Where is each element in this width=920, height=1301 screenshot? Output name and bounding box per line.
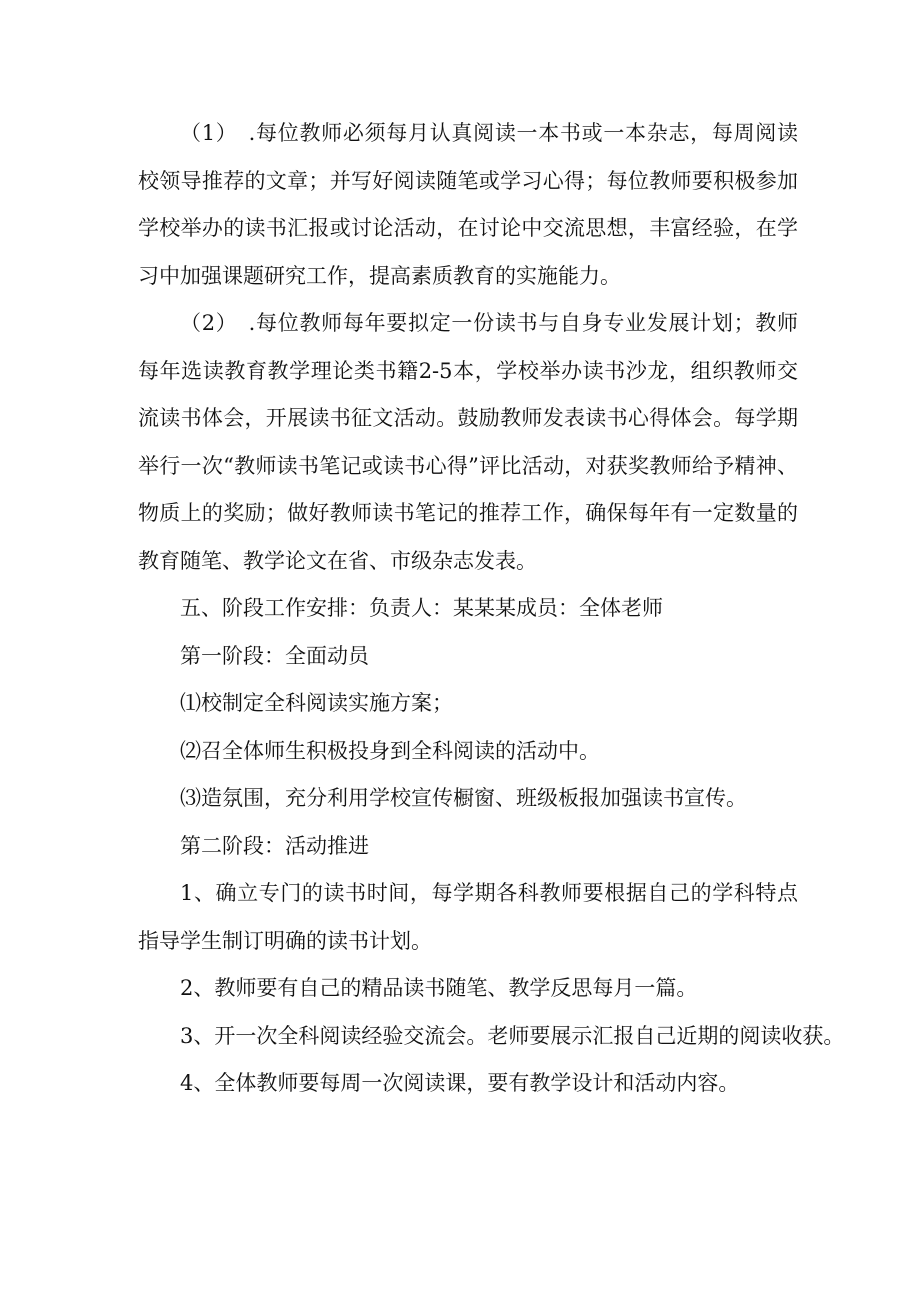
stage-one-item-2: ⑵召全体师生积极投身到全科阅读的活动中。 — [180, 738, 600, 763]
stage-two-item-1: 1、确立专门的读书时间，每学期各科教师要根据自己的学科特点指导学生制订明确的读书计划。 — [138, 881, 798, 953]
stage-one-item-1: ⑴校制定全科阅读实施方案； — [180, 691, 453, 715]
section-heading-stage-arrangement: 五、阶段工作安排：负责人：某某某成员：全体老师 — [180, 596, 663, 620]
paragraph-reading-requirement-1: （1） .每位教师必须每月认真阅读一本书或一本杂志，每周阅读校领导推荐的文章；并写好阅读随笔或学习心得；每位教师要积极参加学校举办的读书汇报或讨论活动，在讨论中交流思想，丰富经验，在学习中加强课题研究工作，提高素质教育的实施能力。 — [138, 121, 798, 288]
paragraph-reading-requirement-2: （2） .每位教师每年要拟定一份读书与自身专业发展计划；教师每年选读教育教学理论类书籍2-5本，学校举办读书沙龙，组织教师交流读书体会，开展读书征文活动。鼓励教师发表读书心得体会。每学期举行一次“教师读书笔记或读书心得”评比活动，对获奖教师给予精神、物质上的奖励；做好教师读书笔记的推荐工作，确保每年有一定数量的教育随笔、教学论文在省、市级杂志发表。 — [138, 311, 798, 573]
stage-two-item-2: 2、教师要有自己的精品读书随笔、教学反思每月一篇。 — [180, 976, 698, 1000]
stage-two-item-4: 4、全体教师要每周一次阅读课，要有教学设计和活动内容。 — [180, 1071, 740, 1095]
stage-one-heading: 第一阶段：全面动员 — [180, 643, 369, 668]
stage-one-item-3: ⑶造氛围，充分利用学校宣传橱窗、班级板报加强读书宣传。 — [180, 786, 747, 810]
stage-two-heading: 第二阶段：活动推进 — [180, 833, 369, 858]
document-page — [138, 110, 845, 1108]
stage-two-item-3: 3、开一次全科阅读经验交流会。老师要展示汇报自己近期的阅读收获。 — [180, 1023, 845, 1048]
